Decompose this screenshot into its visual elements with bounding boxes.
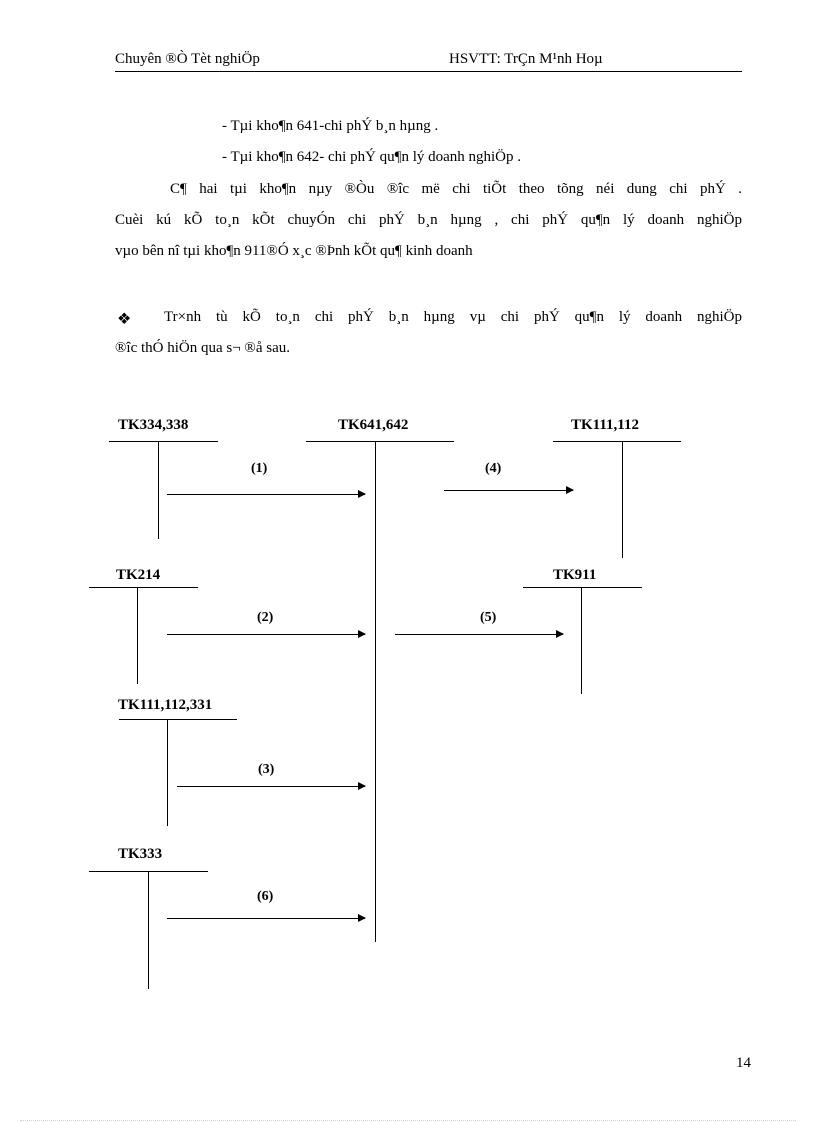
t-account-stem-tk333 [148, 871, 149, 989]
page-number: 14 [736, 1055, 751, 1071]
account-label-tk333: TK333 [118, 846, 163, 862]
t-account-rule-tk214 [89, 587, 198, 588]
account-label-tk334: TK334,338 [118, 417, 189, 433]
header-left: Chuyên ®Ò Tèt nghiÖp [115, 51, 260, 67]
flow-label-1: (1) [251, 461, 268, 476]
bullet-account-641: - Tµi kho¶n 641-chi phÝ b¸n hµng . [222, 118, 439, 134]
footer-dotted-rule [20, 1120, 796, 1121]
flow-arrow-3 [177, 786, 365, 787]
account-label-tk641: TK641,642 [338, 417, 409, 433]
t-account-stem-tk111-top [622, 441, 623, 558]
t-account-rule-tk334 [109, 441, 218, 442]
account-label-tk214: TK214 [116, 567, 161, 583]
t-account-stem-tk334 [158, 441, 159, 539]
header-rule [115, 71, 742, 72]
section-line-1: Tr×nh tù kÕ to¸n chi phÝ b¸n hµng vµ chi phÝ qu¶n lý doanh nghiÖp [164, 309, 742, 325]
t-account-rule-tk911 [523, 587, 642, 588]
t-account-stem-tk111-331 [167, 719, 168, 826]
flow-arrow-2 [167, 634, 365, 635]
flow-arrow-1 [167, 494, 365, 495]
flow-label-5: (5) [480, 610, 497, 625]
flow-arrow-4 [444, 490, 573, 491]
flow-label-6: (6) [257, 889, 274, 904]
paragraph-line-1: C¶ hai tµi kho¶n nµy ®Òu ®îc më chi tiÕt theo tõng néi dung chi phÝ . [170, 181, 742, 197]
paragraph-line-3: vµo bên nî tµi kho¶n 911®Ó x¸c ®Þnh kÕt qu¶ kinh doanh [115, 243, 473, 259]
flow-label-4: (4) [485, 461, 502, 476]
t-account-rule-tk111-331 [119, 719, 237, 720]
flow-label-2: (2) [257, 610, 274, 625]
bullet-account-642: - Tµi kho¶n 642- chi phÝ qu¶n lý doanh nghiÖp . [222, 149, 522, 165]
account-label-tk111-331: TK111,112,331 [118, 697, 213, 713]
t-account-rule-tk111-top [553, 441, 681, 442]
t-account-stem-tk911 [581, 587, 582, 694]
section-line-2: ®îc thÓ hiÖn qua s¬ ®å sau. [115, 340, 290, 356]
flow-arrow-6 [167, 918, 365, 919]
account-label-tk111-top: TK111,112 [571, 417, 639, 433]
header-right: HSVTT: TrÇn M¹nh Hoµ [449, 51, 603, 67]
flow-arrow-5 [395, 634, 563, 635]
t-account-rule-tk641 [306, 441, 454, 442]
account-label-tk911: TK911 [553, 567, 597, 583]
diamond-bullet-icon: ❖ [117, 311, 132, 328]
t-account-stem-tk641 [375, 441, 376, 942]
paragraph-line-2: Cuèi kú kÕ to¸n kÕt chuyÓn chi phÝ b¸n hµng , chi phÝ qu¶n lý doanh nghiÖp [115, 212, 742, 228]
flow-label-3: (3) [258, 762, 275, 777]
t-account-stem-tk214 [137, 587, 138, 684]
